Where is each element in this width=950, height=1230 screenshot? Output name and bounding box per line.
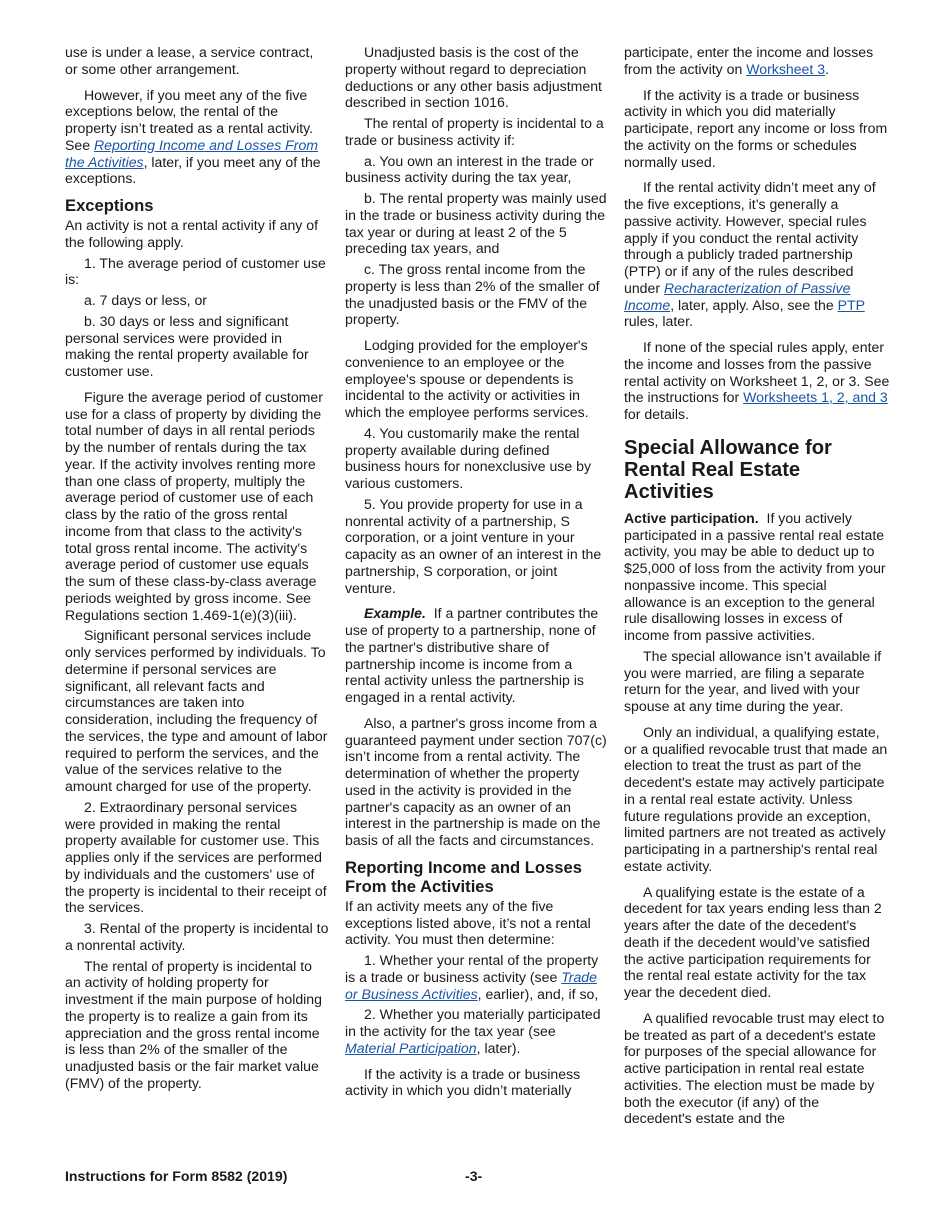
list-item: 3. Rental of the property is incidental to a nonrental activity.: [65, 920, 329, 953]
column-1: [65, 44, 329, 1101]
link-recharacterization[interactable]: Recharacterization of Passive Income: [624, 279, 851, 313]
active-participation-label: Active participation.: [624, 509, 759, 526]
text: , earlier), and, if so,: [477, 985, 599, 1002]
text: 2. Whether you materially participated in the activity for the tax year (see: [345, 1006, 601, 1039]
paragraph: Lodging provided for the employer's convenience to an employee or the employee's spouse or dependents is incidental to the activity or activities in which the employee performs services.: [345, 337, 589, 420]
paragraph: [624, 179, 890, 330]
text: 1. Whether your rental of the property is a trade or business activity (see: [345, 952, 599, 985]
list-item: b. The rental property was mainly used in the trade or business activity during the tax year or during at least 2 of the 5 preceding tax years, and: [345, 190, 607, 257]
link-ptp[interactable]: PTP: [837, 296, 865, 313]
list-item: c. The gross rental income from the property is less than 2% of the smaller of the unadjusted basis or the FMV of the property.: [345, 261, 600, 328]
link-trade-business[interactable]: Trade or Business Activities: [345, 968, 597, 1002]
paragraph: The special allowance isn’t available if you were married, are filing a separate return for the year, and lived with your spouse at any time during the year.: [624, 647, 882, 714]
paragraph: [624, 510, 890, 644]
text: for details.: [624, 406, 690, 422]
link-reporting-income[interactable]: Reporting Income and Losses From the Activities: [65, 136, 319, 170]
paragraph: [624, 339, 890, 423]
text: If none of the special rules apply, enter the income and losses from the passive rental activity on Worksheet 1, 2, or 3. See the instructions for: [624, 339, 890, 406]
paragraph: If the activity is a trade or business activity in which you did materially participate, report any income or loss from the activity on the forms or schedules normally used.: [624, 86, 888, 170]
paragraph: The rental of property is incidental to a trade or business activity if:: [345, 115, 604, 148]
heading-special-allowance: Special Allowance for Rental Real Estate Activities: [624, 436, 832, 503]
list-item: a. You own an interest in the trade or business activity during the tax year,: [345, 152, 594, 186]
heading-exceptions: Exceptions: [65, 196, 154, 215]
link-worksheet-3[interactable]: Worksheet 3: [746, 60, 826, 77]
paragraph: Also, a partner's gross income from a guaranteed payment under section 707(c) isn’t income from a rental activity. The determination of whether the property used in the activity is provided in the partner's capacity as an owner of an interest in the partnership is made on the basis of all the facts and circumstances.: [345, 714, 607, 848]
page-number: -3-: [465, 1168, 483, 1184]
paragraph: Unadjusted basis is the cost of the property without regard to depreciation deductions or any other basis adjustment described in section 1016.: [345, 44, 602, 111]
paragraph: If an activity meets any of the five exceptions listed above, it’s not a rental activity. You must then determine:: [345, 897, 591, 948]
paragraph: A qualified revocable trust may elect to be treated as part of a decedent's estate for purposes of the special allowance for active participation in rental real estate activities. The election must be made by both the executor (if any) of the decedent's estate and the: [624, 1009, 885, 1127]
column-2: [345, 44, 609, 1108]
example-label: Example.: [364, 605, 426, 622]
text: , later).: [476, 1039, 521, 1056]
text: participate, enter the income and losses from the activity on: [624, 44, 874, 77]
paragraph: Significant personal services include only services performed by individuals. To determine if personal services are significant, all relevant facts and circumstances are taken into consideration, including the frequency of the services, the type and amount of labor required to perform the services, and the value of the services relative to the amount charged for use of the property.: [65, 627, 328, 794]
list-item: 4. You customarily make the rental property available during defined business hours for nonexclusive use by various customers.: [345, 424, 591, 491]
heading-reporting: Reporting Income and Losses From the Activities: [345, 857, 582, 896]
paragraph: An activity is not a rental activity if any of the following apply.: [65, 217, 319, 250]
text: If a partner contributes the use of property to a partnership, none of the partner's distributive share of partnership income is income from a rental activity unless the partnership is engaged in a rental activity.: [345, 605, 599, 705]
text: If you actively participated in a passive rental real estate activity, you may be able to deduct up to $25,000 of loss from the activity from your nonpassive income. This special allowance is an exception to the general rule disallowing losses in excess of income from passive activities.: [624, 509, 886, 643]
paragraph: If the activity is a trade or business activity in which you didn’t materially: [345, 1065, 581, 1099]
list-item: b. 30 days or less and significant personal services were provided in making the rental property available for customer use.: [65, 312, 309, 379]
list-item: 5. You provide property for use in a nonrental activity of a partnership, S corporation, or a joint venture in your capacity as an owner of an interest in the partnership, S corporation, or joint venture.: [345, 495, 602, 596]
text: .: [825, 60, 829, 77]
list-item: [345, 1006, 609, 1056]
paragraph: A qualifying estate is the estate of a decedent for tax years ending less than 2 years after the date of the decedent's death if the decedent would’ve satisfied the active participation requirements for the rental real estate activity for the tax year the decedent died.: [624, 883, 882, 1000]
paragraph: Figure the average period of customer use for a class of property by dividing the total number of days in all rental periods by the number of rentals during the tax year. If the activity involves renting more than one class of property, multiply the average period of customer use of each class by the ratio of the gross rental income from that class to the activity's total gross rental income. The activity's average period of customer use equals the sum of these class-by-class average periods weighted by gross income. See Regulations section 1.469-1(e)(3)(iii).: [65, 388, 323, 623]
paragraph: use is under a lease, a service contract, or some other arrangement.: [65, 44, 314, 77]
paragraph: The rental of property is incidental to an activity of holding property for investment if the main purpose of holding the property is to realize a gain from its appreciation and the gross rental income is less than 2% of the smaller of the unadjusted basis or the fair market value (FMV) of the property.: [65, 957, 322, 1091]
text: If the rental activity didn’t meet any of the five exceptions, it’s generally a passive activity. However, special rules apply if you conduct the rental activity through a publicly traded partnership (PTP) or if any of the rules described under: [624, 179, 876, 296]
text: , later, apply. Also, see the: [670, 296, 838, 313]
link-material-participation[interactable]: Material Participation: [345, 1039, 477, 1056]
text: rules, later.: [624, 313, 693, 330]
column-3: [624, 44, 890, 1136]
paragraph: [65, 87, 329, 188]
list-item: [345, 952, 609, 1002]
list-item: 1. The average period of customer use is:: [65, 254, 326, 288]
paragraph: Only an individual, a qualifying estate, or a qualified revocable trust that made an election to treat the trust as part of the decedent's estate may actively participate in a rental real estate activity. Unless future regulations provide an exception, limited partners are not treated as actively participating in a partnership's rental real estate activity.: [624, 723, 888, 874]
link-worksheets[interactable]: Worksheets 1, 2, and 3: [743, 389, 888, 406]
text: , later, if you meet any of the exceptions.: [65, 153, 321, 187]
list-item: 2. Extraordinary personal services were provided in making the rental property available for customer use. This applies only if the services are performed by individuals and the customers' use of the property is incidental to their receipt of the services.: [65, 798, 327, 916]
paragraph: [624, 44, 890, 78]
list-item: a. 7 days or less, or: [84, 292, 207, 308]
text: However, if you meet any of the five exceptions below, the rental of the property isn’t treated as a rental activity. See: [65, 86, 314, 153]
footer-form-title: Instructions for Form 8582 (2019): [65, 1168, 288, 1184]
paragraph: [345, 605, 609, 706]
